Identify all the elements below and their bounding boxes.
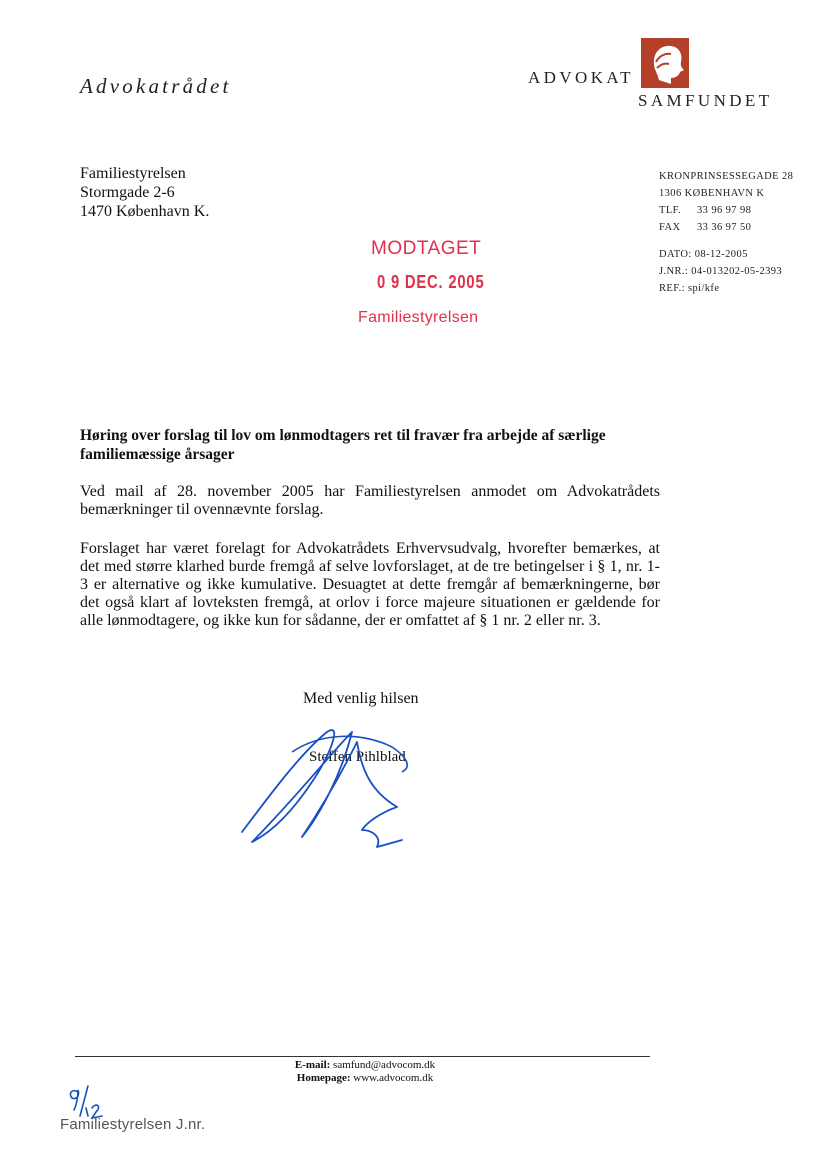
archive-label: Familiestyrelsen J.nr. [60,1116,206,1133]
recipient-city: 1470 København K. [80,203,210,220]
stamp-received: MODTAGET [371,238,482,259]
ref-label: REF.: [659,283,685,294]
jnr-value: 04-013202-05-2393 [691,266,783,277]
email-value: samfund@advocom.dk [333,1059,436,1071]
letter-paragraph: Forslaget har været forelagt for Advokatrådets Erhvervsudvalg, hvorefter bemærkes, at det med større klarhed burde fremgå af selve lovforslaget, at de tre betingelser i § 1, nr. 1-3 er alternative og ikke kumulative. Desuagtet at dette fremgår af bemærkningerne, bør det også klart af lovteksten fremgå, at orlov i force majeure situationen er gældende for alle lønmodtagere, og ikke kun for sådanne, der er omfattet af § 1 nr. 2 eller nr. 3. [80,540,660,629]
handwritten-signature-icon [232,712,442,862]
logo-word-bottom: SAMFUNDET [638,91,773,110]
footer-homepage [210,1072,520,1085]
footer-email [210,1059,520,1072]
sender-phone [659,202,793,219]
logo-word-top: ADVOKAT [528,68,634,87]
footer-divider [75,1056,650,1057]
stamp-office: Familiestyrelsen [358,309,479,326]
phone-label: TLF. [659,205,682,216]
homepage-value: www.advocom.dk [353,1072,434,1084]
recipient-address [80,164,209,221]
sender-info [659,168,793,297]
footer [210,1059,520,1085]
stamp-date: 0 9 DEC. 2005 [377,272,485,292]
journal-number [659,263,793,280]
fax-value: 33 36 97 50 [697,222,752,233]
phone-value: 33 96 97 98 [697,205,752,216]
homepage-label: Homepage: [296,1072,351,1084]
recipient-street: Stormgade 2-6 [80,184,175,201]
letter-paragraph: Ved mail af 28. november 2005 har Familiestyrelsen anmodet om Advokatrådets bemærkninger til ovennævnte forslag. [80,483,660,518]
recipient-name: Familiestyrelsen [80,165,186,182]
sender-street: KRONPRINSESSEGADE 28 [659,171,794,182]
head-profile-logo-icon [641,38,689,88]
ref-value: spi/kfe [688,283,720,294]
letter-subject: Høring over forslag til lov om lønmodtagers ret til fravær fra arbejde af særlige familiemæssige årsager [80,427,606,463]
jnr-label: J.NR.: [659,266,689,277]
sender-city: 1306 KØBENHAVN K [659,188,765,199]
sender-fax [659,219,793,236]
org-name: Advokatrådet [80,74,232,98]
reference [659,280,793,297]
fax-label: FAX [659,222,681,233]
date-label: DATO: [659,249,692,260]
signer-name: Steffen Pihlblad [309,749,406,765]
letter-date [659,246,793,263]
date-value: 08-12-2005 [694,249,748,260]
letter-closing: Med venlig hilsen [303,690,419,707]
email-label: E-mail: [294,1059,331,1071]
